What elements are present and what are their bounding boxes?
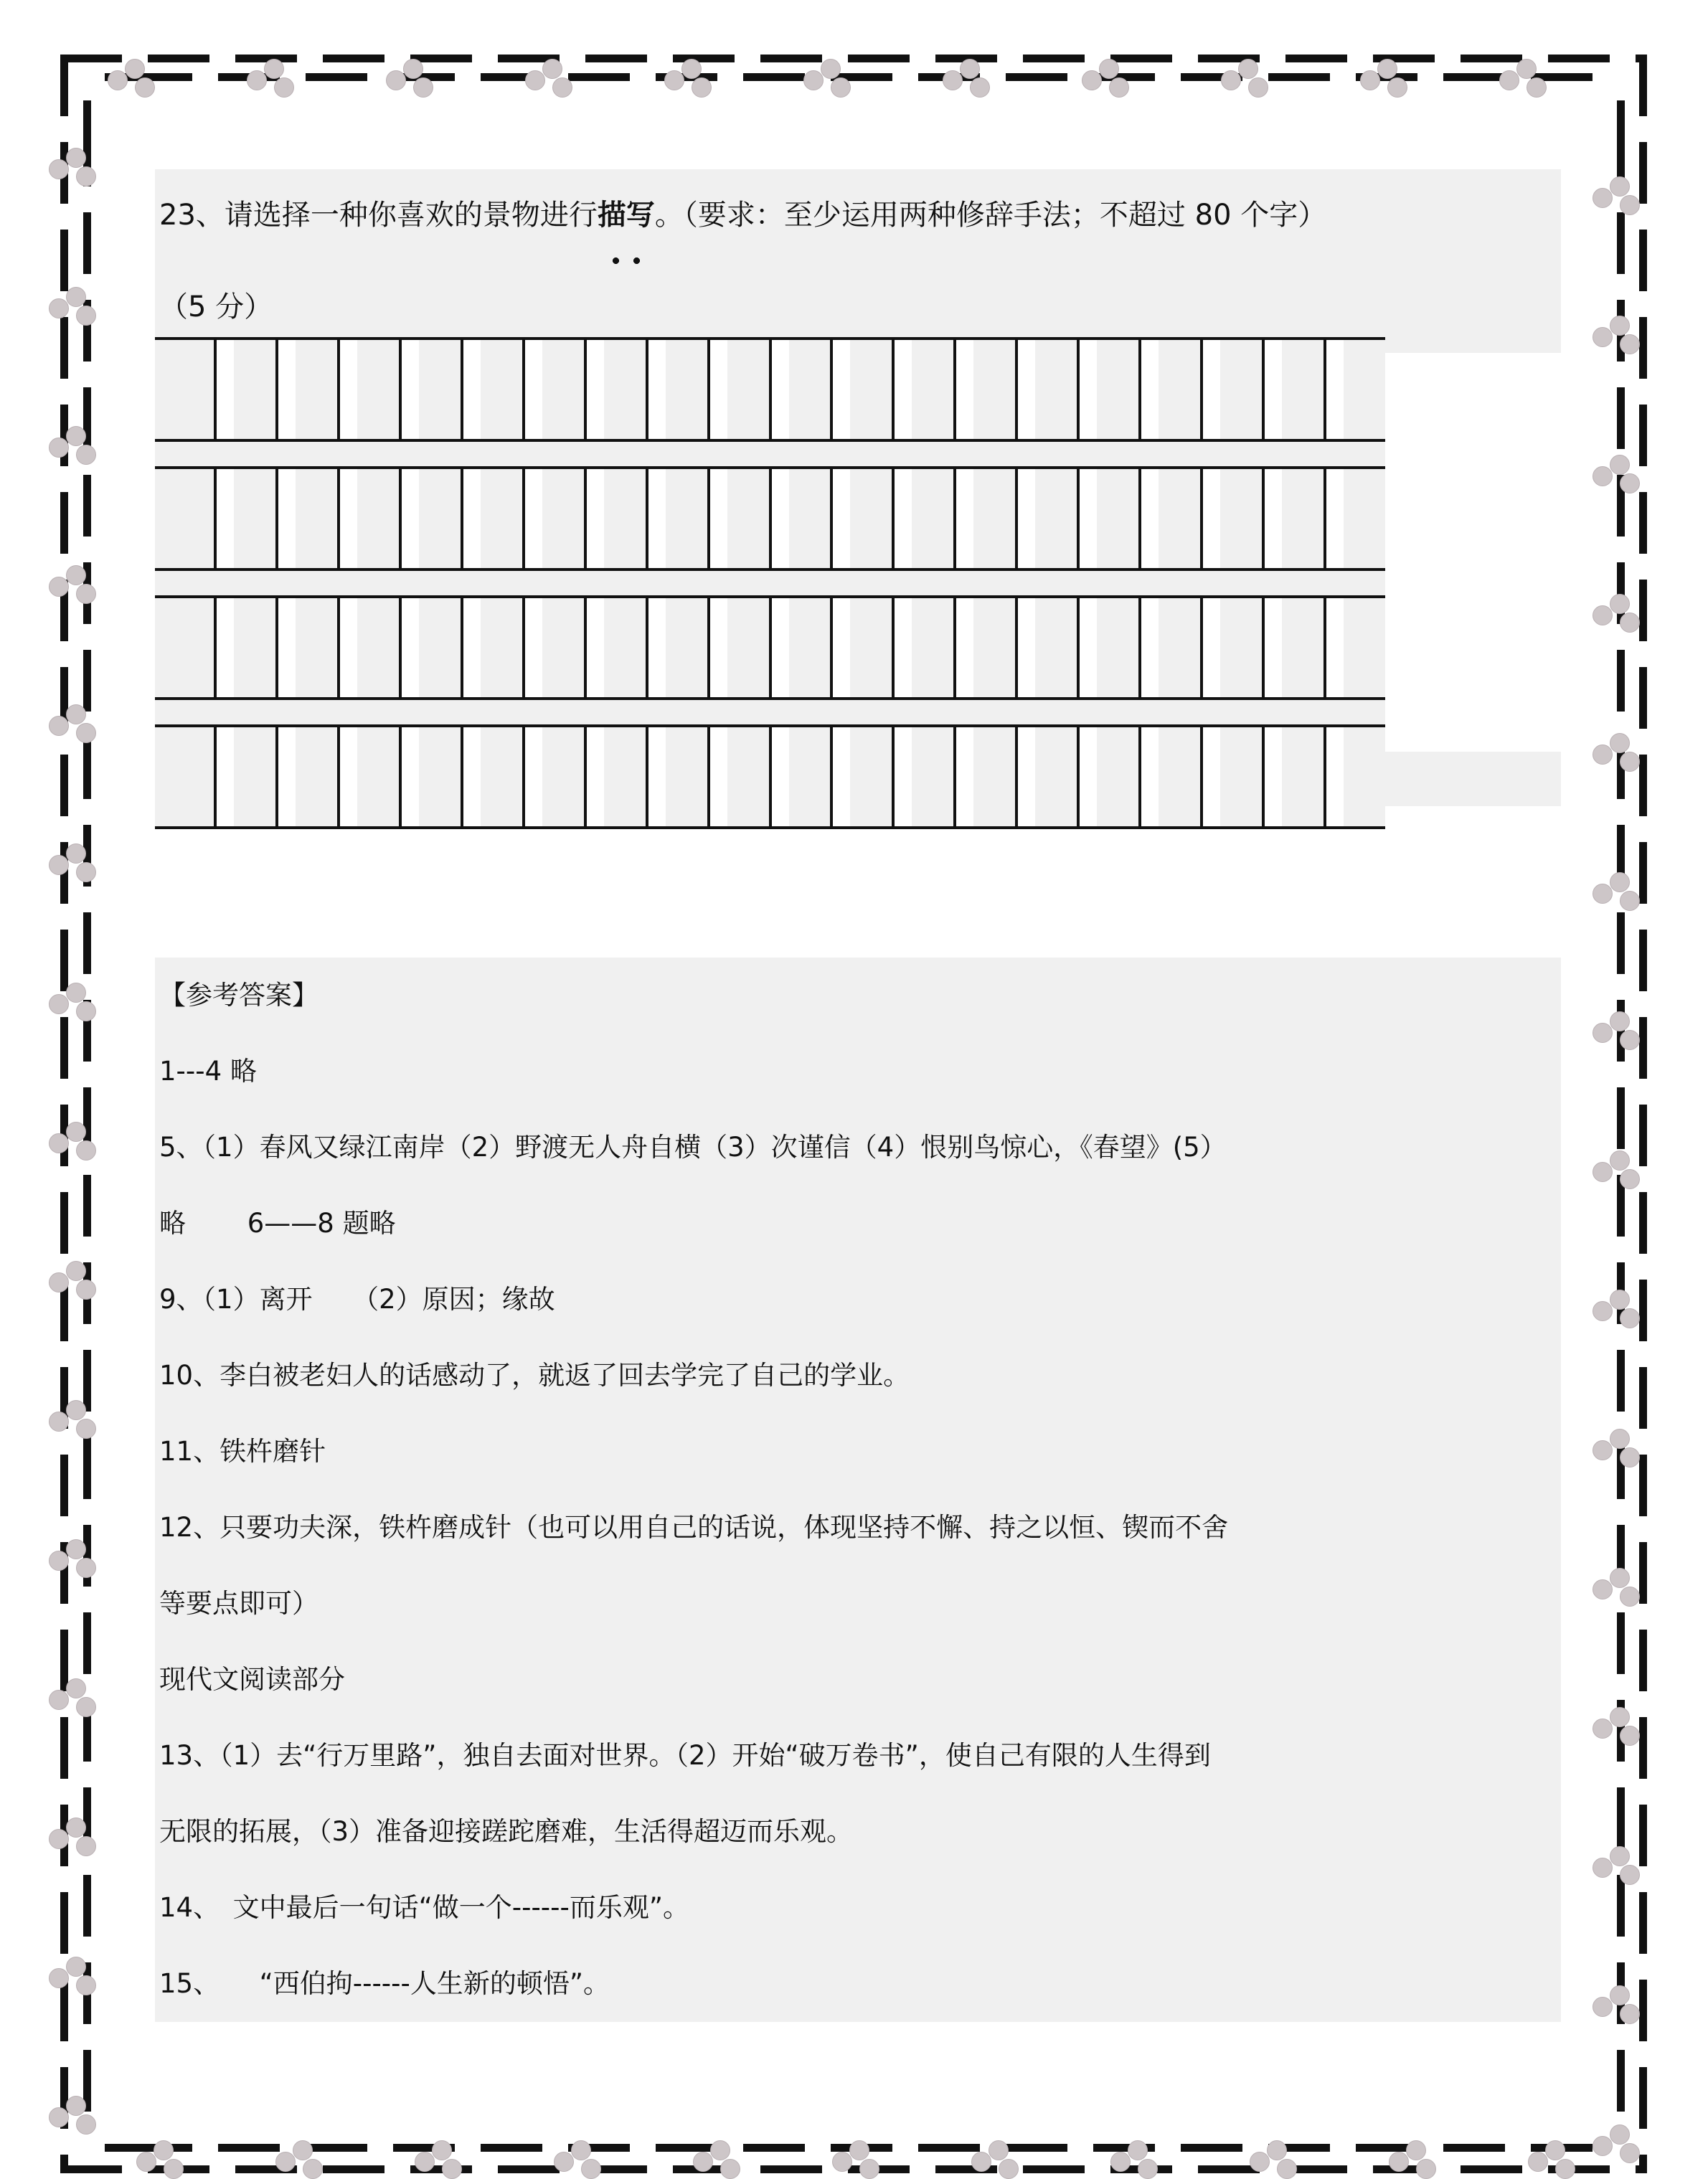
grid-cell[interactable] [217,340,278,439]
border-dot [76,1558,96,1578]
border-dot [960,59,980,79]
border-dot [275,2152,296,2172]
border-dot [1099,59,1119,79]
grid-cell[interactable] [340,469,402,568]
grid-cell[interactable] [1203,598,1265,697]
answer-item-10: 10、李白被老妇人的话感动了，就返了回去学完了自己的学业。 [155,1338,1561,1414]
border-dot [66,1539,86,1559]
border-dot [1620,752,1640,772]
border-dot [76,306,96,326]
grid-cell[interactable] [587,598,648,697]
grid-cell[interactable] [710,727,772,826]
border-dot [49,577,69,597]
border-dash-left-inner [83,96,91,2133]
answer-item-5-cont: 略 6——8 题略 [155,1186,1561,1262]
grid-cell[interactable] [340,598,402,697]
grid-cell[interactable] [402,469,463,568]
border-dot [1620,334,1640,354]
grid-cell[interactable] [956,598,1018,697]
border-dot [154,2140,174,2160]
border-dot [76,1280,96,1300]
border-dot [293,2140,313,2160]
border-dot [1593,1997,1613,2017]
border-dot [1610,1011,1630,1031]
border-dot [1610,176,1630,197]
border-dot [66,287,86,307]
answer-item-12-cont: 等要点即可） [155,1566,1561,1642]
border-dash-right-inner [1617,96,1625,2133]
border-dot [125,59,145,79]
border-dot [432,2140,452,2160]
border-dot [135,77,155,98]
grid-cell[interactable] [648,340,710,439]
border-dot [692,77,712,98]
grid-cell[interactable] [1265,469,1326,568]
answer-item-12: 12、只要功夫深，铁杵磨成针（也可以用自己的话说，体现坚持不懈、持之以恒、锲而不舍 [155,1490,1561,1566]
grid-cell[interactable] [463,340,525,439]
border-dot [66,148,86,168]
grid-cell[interactable] [402,598,463,697]
border-dot [76,1140,96,1161]
grid-row-gap [155,700,1385,724]
border-dot [1610,316,1630,336]
border-dot [1516,59,1537,79]
border-dot [76,1975,96,1995]
grid-cell[interactable] [525,727,587,826]
border-dot [525,70,545,90]
border-dot [1610,1290,1630,1310]
grid-cell[interactable] [278,598,340,697]
border-dot [1610,1150,1630,1171]
grid-cell[interactable] [833,340,895,439]
grid-cell[interactable] [463,727,525,826]
border-dot [66,1818,86,1838]
grid-cell[interactable] [772,469,834,568]
border-dot [989,2140,1009,2160]
grid-cell[interactable] [340,727,402,826]
grid-cell[interactable] [772,340,834,439]
grid-cell[interactable] [956,727,1018,826]
border-dot [49,994,69,1014]
grid-row[interactable] [155,466,1385,571]
border-dot [1620,1865,1640,1885]
grid-cell[interactable] [525,469,587,568]
border-dot [971,2152,991,2172]
grid-cell[interactable] [833,727,895,826]
border-dot [1610,1568,1630,1588]
border-dot [1593,605,1613,625]
border-dot [1620,1308,1640,1328]
border-dot [1527,77,1547,98]
border-dot [413,77,433,98]
question-emphasis-describe: 描写 [598,169,655,261]
border-dot [970,77,990,98]
grid-cell[interactable] [1141,469,1203,568]
answer-item-5: 5、（1）春风又绿江南岸（2）野渡无人舟自横（3）次谨信（4）恨别鸟惊心，《春望》(5） [155,1110,1561,1186]
grid-cell[interactable] [587,469,648,568]
grid-cell[interactable] [772,598,834,697]
border-dot [49,438,69,458]
grid-row[interactable] [155,595,1385,700]
border-dot [1267,2140,1287,2160]
grid-cell[interactable] [895,469,956,568]
border-dot [49,298,69,318]
border-dot [76,2114,96,2135]
grid-cell[interactable] [340,340,402,439]
border-dot [1360,70,1380,90]
border-dot [554,2152,574,2172]
border-dot [1593,1719,1613,1739]
border-dot [681,59,702,79]
border-dot [831,77,851,98]
border-dot [1620,1030,1640,1050]
border-dot [1620,1447,1640,1467]
border-dot [164,2159,184,2179]
border-dot [66,704,86,724]
grid-cell[interactable] [463,598,525,697]
composition-answer-grid[interactable] [155,337,1385,829]
border-dot [49,1412,69,1432]
border-dot [1416,2159,1436,2179]
grid-cell[interactable] [956,340,1018,439]
grid-cell[interactable] [1203,727,1265,826]
border-dot [1620,1587,1640,1607]
grid-cell[interactable] [278,340,340,439]
grid-cell[interactable] [895,340,956,439]
border-dot [66,426,86,446]
border-dot [1545,2140,1565,2160]
border-dot [76,1697,96,1717]
answer-item-1-4: 1---4 略 [155,1034,1561,1110]
question-stem-part2: 。（要求：至少运用两种修辞手法；不超过 80 个字） [654,199,1327,232]
grid-cell[interactable] [155,469,217,568]
question-block [155,169,1561,353]
border-dot [1620,473,1640,493]
answer-key-heading: 【参考答案】 [155,958,1561,1034]
grid-cell[interactable] [1080,598,1141,697]
grid-cell[interactable] [710,340,772,439]
grid-cell[interactable] [1326,598,1385,697]
grid-row[interactable] [155,724,1385,829]
grid-cell[interactable] [1265,598,1326,697]
border-dot [76,584,96,604]
border-dot [693,2152,713,2172]
border-dot [1593,1162,1613,1182]
border-dot [1138,2159,1158,2179]
grid-cell[interactable] [1018,469,1080,568]
grid-cell[interactable] [1326,727,1385,826]
grid-cell[interactable] [155,598,217,697]
border-dot [49,1133,69,1153]
grid-cell[interactable] [1203,469,1265,568]
answer-item-13-cont: 无限的拓展，（3）准备迎接蹉跎磨难，生活得超迈而乐观。 [155,1794,1561,1870]
border-dot [66,1678,86,1698]
border-dot [108,70,128,90]
border-dot [720,2159,740,2179]
border-dot [66,1261,86,1281]
answer-section-modern-reading: 现代文阅读部分 [155,1642,1561,1718]
border-dot [710,2140,730,2160]
answer-item-13: 13、（1）去“行万里路”，独自去面对世界。（2）开始“破万卷书”，使自己有限的人生得到 [155,1718,1561,1794]
border-dot [1610,872,1630,892]
grid-cell[interactable] [1080,469,1141,568]
border-dot [66,843,86,864]
grid-cell[interactable] [1141,727,1203,826]
border-dot [1593,745,1613,765]
border-dot [1593,2136,1613,2156]
border-dot [49,2107,69,2127]
answer-item-15: 15、 “西伯拘------人生新的顿悟”。 [155,1946,1561,2022]
border-dot [664,70,684,90]
border-dot [542,59,562,79]
border-dot [1620,891,1640,911]
border-dot [1593,466,1613,486]
border-dash-bottom-outer [60,2165,1647,2173]
grid-cell[interactable] [463,469,525,568]
site-watermark: 快传号 / 凤翔九天与众不 [387,2045,1331,2135]
grid-cell[interactable] [833,598,895,697]
border-dot [1620,1726,1640,1746]
border-dot [1610,1429,1630,1449]
border-dot [49,1968,69,1988]
border-dot [1221,70,1241,90]
border-dot [274,77,294,98]
grid-cell[interactable] [587,340,648,439]
border-dot [1406,2140,1426,2160]
grid-cell[interactable] [648,469,710,568]
grid-cell[interactable] [1141,598,1203,697]
border-dot [76,445,96,465]
border-dot [76,862,96,882]
grid-cell[interactable] [1265,340,1326,439]
border-dot [1610,594,1630,614]
border-dot [849,2140,869,2160]
border-dot [49,1551,69,1571]
border-dot [1277,2159,1297,2179]
grid-cell[interactable] [1326,340,1385,439]
grid-row[interactable] [155,337,1385,442]
border-dot [1248,77,1268,98]
grid-cell[interactable] [278,727,340,826]
grid-cell[interactable] [402,340,463,439]
border-dot [1620,2143,1640,2163]
border-dot [1387,77,1407,98]
border-dot [49,716,69,736]
border-dot [571,2140,591,2160]
border-dot [76,723,96,743]
border-dot [66,1400,86,1420]
border-dot [1128,2140,1148,2160]
border-dot [66,565,86,585]
answer-item-14: 14、 文中最后一句话“做一个------而乐观”。 [155,1870,1561,1946]
border-dot [821,59,841,79]
border-dash-top-outer [60,55,1647,62]
grid-cell[interactable] [278,469,340,568]
answer-item-9: 9、（1）离开 （2）原因；缘故 [155,1262,1561,1338]
border-dash-right-outer [1639,55,1647,2173]
grid-cell[interactable] [1080,340,1141,439]
border-dot [1610,1707,1630,1727]
grid-row-gap [155,442,1385,466]
border-dot [1389,2152,1409,2172]
border-dot [1593,188,1613,208]
border-dot [803,70,824,90]
border-dot [1499,70,1519,90]
border-dot [1593,1440,1613,1460]
grid-cell[interactable] [217,469,278,568]
grid-cell[interactable] [217,598,278,697]
border-dot [136,2152,156,2172]
border-dot [999,2159,1019,2179]
border-dot [1593,327,1613,347]
grid-cell[interactable] [1018,340,1080,439]
border-dot [303,2159,323,2179]
grid-cell[interactable] [1018,727,1080,826]
border-dot [66,983,86,1003]
border-dot [581,2159,601,2179]
border-dot [386,70,406,90]
grid-cell[interactable] [217,727,278,826]
border-dot [1620,1169,1640,1189]
answer-key-section [155,958,1561,2022]
grid-cell[interactable] [1141,340,1203,439]
grid-cell[interactable] [402,727,463,826]
grid-cell[interactable] [525,340,587,439]
border-dot [76,1419,96,1439]
border-dot [943,70,963,90]
answer-item-11: 11、铁杵磨针 [155,1414,1561,1490]
border-dot [49,1829,69,1849]
grid-cell[interactable] [648,598,710,697]
border-dash-left-outer [60,55,68,2173]
border-dot [859,2159,879,2179]
grid-cell[interactable] [833,469,895,568]
grid-cell[interactable] [956,469,1018,568]
border-dot [247,70,267,90]
grid-cell[interactable] [1080,727,1141,826]
border-dot [1610,455,1630,475]
border-dot [76,1836,96,1856]
border-dot [1620,613,1640,633]
border-dot [76,166,96,186]
grid-cell[interactable] [710,598,772,697]
grid-cell[interactable] [587,727,648,826]
border-dot [1238,59,1258,79]
question-stem-part1: 请选择一种你喜欢的景物进行 [224,199,598,232]
border-dot [1555,2159,1575,2179]
border-dot [1593,884,1613,904]
border-dot [1610,2124,1630,2145]
border-dot [1109,77,1129,98]
border-dot [66,1957,86,1977]
border-dot [49,855,69,875]
border-dot [66,1122,86,1142]
grid-cell[interactable] [525,598,587,697]
grid-cell[interactable] [155,340,217,439]
border-dot [442,2159,462,2179]
border-dot [1528,2152,1548,2172]
grid-cell[interactable] [1018,598,1080,697]
border-dash-bottom-inner [102,2144,1615,2152]
border-dot [1610,733,1630,753]
border-dot [832,2152,852,2172]
border-dot [1610,1846,1630,1866]
grid-cell[interactable] [710,469,772,568]
grid-cell[interactable] [1203,340,1265,439]
border-dot [415,2152,435,2172]
border-dot [264,59,284,79]
border-dot [76,1001,96,1021]
border-dash-top-inner [102,73,1615,81]
question-score: （5 分） [155,261,1561,353]
border-dot [1620,2004,1640,2024]
border-dot [1610,1985,1630,2005]
grid-cell[interactable] [1265,727,1326,826]
grid-cell[interactable] [895,727,956,826]
grid-cell[interactable] [895,598,956,697]
border-dot [1593,1858,1613,1878]
question-number: 23、 [159,199,225,232]
border-dot [66,2096,86,2116]
border-dot [49,1272,69,1292]
grid-cell[interactable] [772,727,834,826]
border-dot [49,159,69,179]
border-dot [1593,1301,1613,1321]
border-dot [1620,195,1640,215]
border-dot [1110,2152,1131,2172]
grid-cell[interactable] [1326,469,1385,568]
grid-cell[interactable] [155,727,217,826]
question-stem [155,169,1561,261]
border-dot [1377,59,1397,79]
border-dot [403,59,423,79]
border-dot [49,1690,69,1710]
border-dot [1593,1579,1613,1599]
border-dot [1250,2152,1270,2172]
border-dot [1082,70,1102,90]
border-dot [1593,1023,1613,1043]
grid-cell[interactable] [648,727,710,826]
border-dot [552,77,572,98]
grid-row-gap [155,571,1385,595]
